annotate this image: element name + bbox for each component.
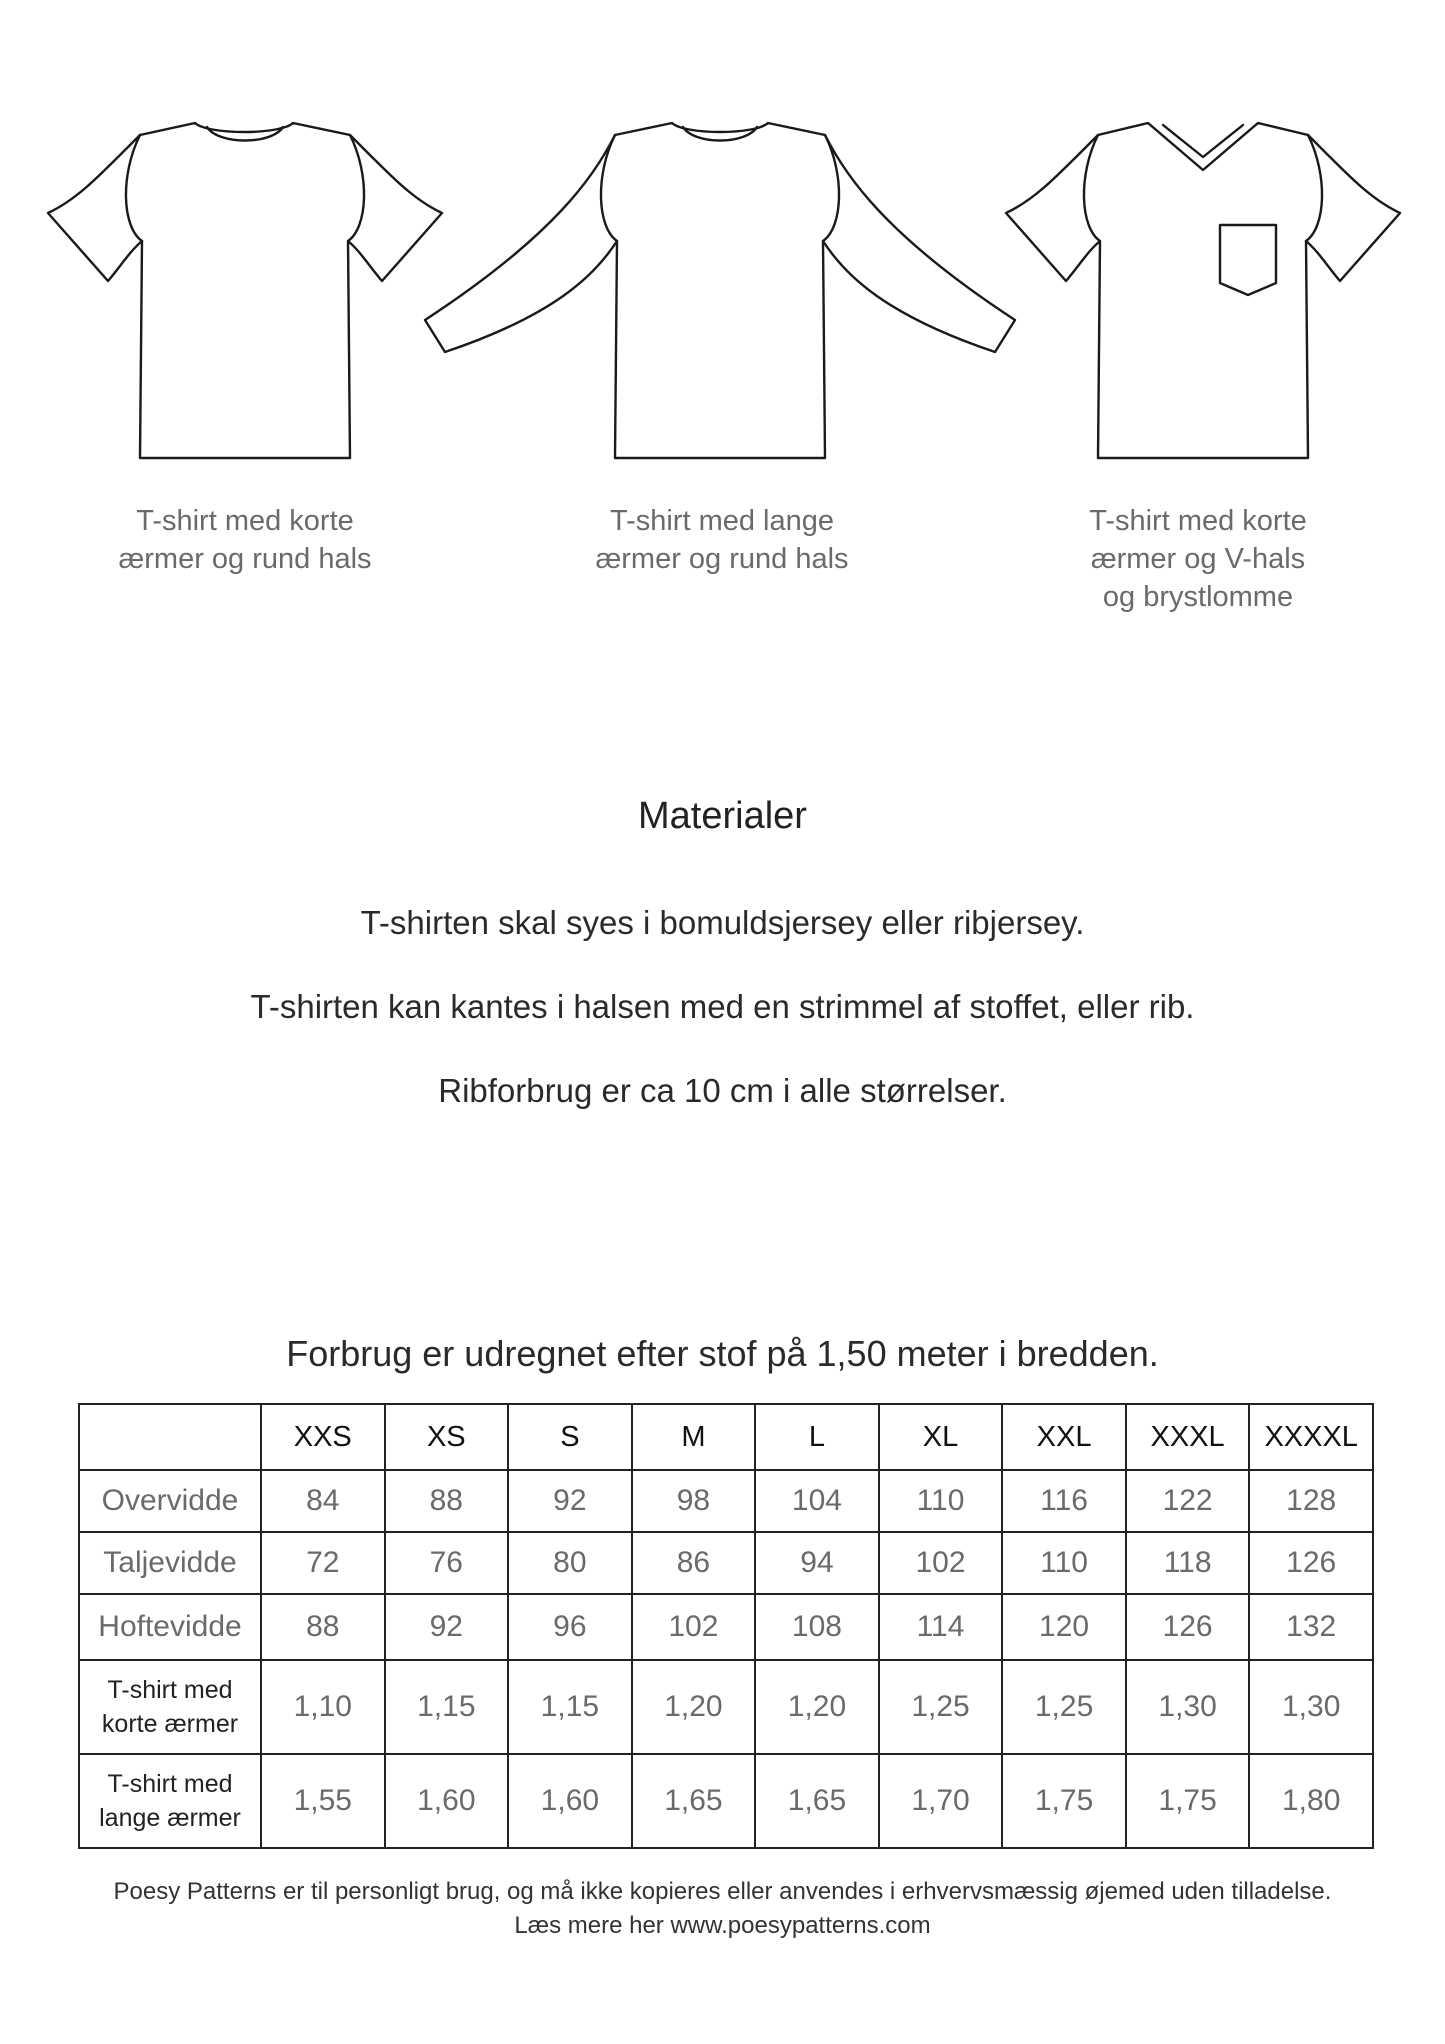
sleeve-seam-right (823, 135, 839, 241)
sleeve-seam-left (1084, 135, 1100, 241)
caption-line: T-shirt med korte (136, 505, 354, 537)
table-cell: 76 (385, 1532, 509, 1594)
row-label (79, 1754, 261, 1848)
website-link[interactable]: Læs mere her www.poesypatterns.com (514, 1912, 931, 1939)
table-cell: 92 (508, 1470, 632, 1532)
table-cell: 1,20 (632, 1660, 756, 1754)
table-cell: 132 (1249, 1594, 1373, 1660)
table-cell: 116 (1002, 1470, 1126, 1532)
table-cell: 108 (755, 1594, 879, 1660)
table-cell: 1,30 (1249, 1660, 1373, 1754)
caption-line: T-shirt med korte (1089, 505, 1307, 537)
chest-pocket (1220, 225, 1276, 295)
size-header: M (632, 1404, 756, 1470)
table-cell: 1,25 (1002, 1660, 1126, 1754)
size-header: XL (879, 1404, 1003, 1470)
size-header: L (755, 1404, 879, 1470)
table-cell: 1,65 (755, 1754, 879, 1848)
neckband-line (683, 127, 757, 141)
table-cell: 110 (1002, 1532, 1126, 1594)
table-cell: 88 (261, 1594, 385, 1660)
table-cell: 80 (508, 1532, 632, 1594)
table-cell: 126 (1249, 1532, 1373, 1594)
table-cell: 98 (632, 1470, 756, 1532)
size-chart-table (78, 1403, 1374, 1849)
materials-line-neckband: T-shirten kan kantes i halsen med en strimmel af stoffet, eller rib. (250, 988, 1195, 1025)
tshirt-long-sleeve-illustration (415, 115, 1025, 465)
table-cell: 1,75 (1126, 1754, 1250, 1848)
table-cell: 1,70 (879, 1754, 1003, 1848)
caption-v-neck (1008, 502, 1388, 616)
tshirt-body-outline (48, 123, 442, 458)
table-cell: 120 (1002, 1594, 1126, 1660)
row-label-line: korte ærmer (101, 1710, 239, 1738)
tshirt-v-neck-pocket-illustration (998, 115, 1408, 465)
table-cell: 118 (1126, 1532, 1250, 1594)
size-header: XS (385, 1404, 509, 1470)
table-cell: 122 (1126, 1470, 1250, 1532)
row-label: Hoftevidde (79, 1594, 261, 1660)
materials-title: Materialer (638, 795, 807, 837)
table-cell: 1,25 (879, 1660, 1003, 1754)
table-cell: 1,15 (508, 1660, 632, 1754)
table-cell: 1,60 (385, 1754, 509, 1848)
table-cell: 92 (385, 1594, 509, 1660)
tshirt-body-outline (1006, 123, 1400, 458)
table-cell: 84 (261, 1470, 385, 1532)
row-label: Overvidde (79, 1470, 261, 1532)
tshirt-body-outline (425, 123, 1015, 458)
row-label-line: T-shirt med (107, 1676, 233, 1704)
caption-line: ærmer og V-hals (1090, 543, 1306, 575)
table-cell: 1,55 (261, 1754, 385, 1848)
table-cell: 1,15 (385, 1660, 509, 1754)
size-header: XXS (261, 1404, 385, 1470)
sleeve-seam-left (601, 135, 617, 241)
row-label (79, 1660, 261, 1754)
table-cell: 126 (1126, 1594, 1250, 1660)
size-header: XXL (1002, 1404, 1126, 1470)
table-row-short-sleeve-fabric (79, 1660, 1373, 1754)
table-cell: 86 (632, 1532, 756, 1594)
table-cell: 128 (1249, 1470, 1373, 1532)
size-header: S (508, 1404, 632, 1470)
table-cell: 110 (879, 1470, 1003, 1532)
materials-line-rib-usage: Ribforbrug er ca 10 cm i alle størrelser. (438, 1072, 1007, 1109)
row-label-line: lange ærmer (99, 1804, 241, 1832)
row-label-line: T-shirt med (107, 1770, 233, 1798)
table-cell: 1,30 (1126, 1660, 1250, 1754)
table-row-hoftevidde (79, 1594, 1373, 1660)
size-header: XXXL (1126, 1404, 1250, 1470)
sleeve-seam-right (1306, 135, 1322, 241)
sleeve-seam-left (126, 135, 142, 241)
table-cell: 1,10 (261, 1660, 385, 1754)
table-caption: Forbrug er udregnet efter stof på 1,50 meter i bredden. (286, 1333, 1159, 1374)
table-cell: 104 (755, 1470, 879, 1532)
table-cell: 1,20 (755, 1660, 879, 1754)
caption-short-sleeve (55, 502, 435, 578)
table-cell: 94 (755, 1532, 879, 1594)
row-label: Taljevidde (79, 1532, 261, 1594)
caption-long-sleeve (532, 502, 912, 578)
caption-line: og brystlomme (1102, 581, 1294, 613)
v-neck-band-line (1163, 125, 1243, 157)
size-header: XXXXL (1249, 1404, 1373, 1470)
caption-line: ærmer og rund hals (595, 543, 849, 575)
sleeve-seam-right (348, 135, 364, 241)
table-cell: 1,60 (508, 1754, 632, 1848)
caption-line: ærmer og rund hals (118, 543, 372, 575)
table-cell: 96 (508, 1594, 632, 1660)
table-cell: 1,75 (1002, 1754, 1126, 1848)
tshirt-short-sleeve-illustration (40, 115, 450, 465)
table-cell: 102 (879, 1532, 1003, 1594)
table-cell: 72 (261, 1532, 385, 1594)
table-header-row (79, 1404, 1373, 1470)
header-blank-cell (79, 1404, 261, 1470)
table-cell: 114 (879, 1594, 1003, 1660)
table-row-overvidde (79, 1470, 1373, 1532)
caption-line: T-shirt med lange (609, 505, 835, 537)
table-cell: 1,65 (632, 1754, 756, 1848)
table-row-taljevidde (79, 1532, 1373, 1594)
table-row-long-sleeve-fabric (79, 1754, 1373, 1848)
materials-line-fabric: T-shirten skal syes i bomuldsjersey eller ribjersey. (360, 904, 1085, 941)
table-cell: 88 (385, 1470, 509, 1532)
copyright-notice: Poesy Patterns er til personligt brug, og må ikke kopieres eller anvendes i erhvervsmæssig øjemed uden tilladelse. (113, 1878, 1332, 1905)
table-cell: 1,80 (1249, 1754, 1373, 1848)
table-cell: 102 (632, 1594, 756, 1660)
